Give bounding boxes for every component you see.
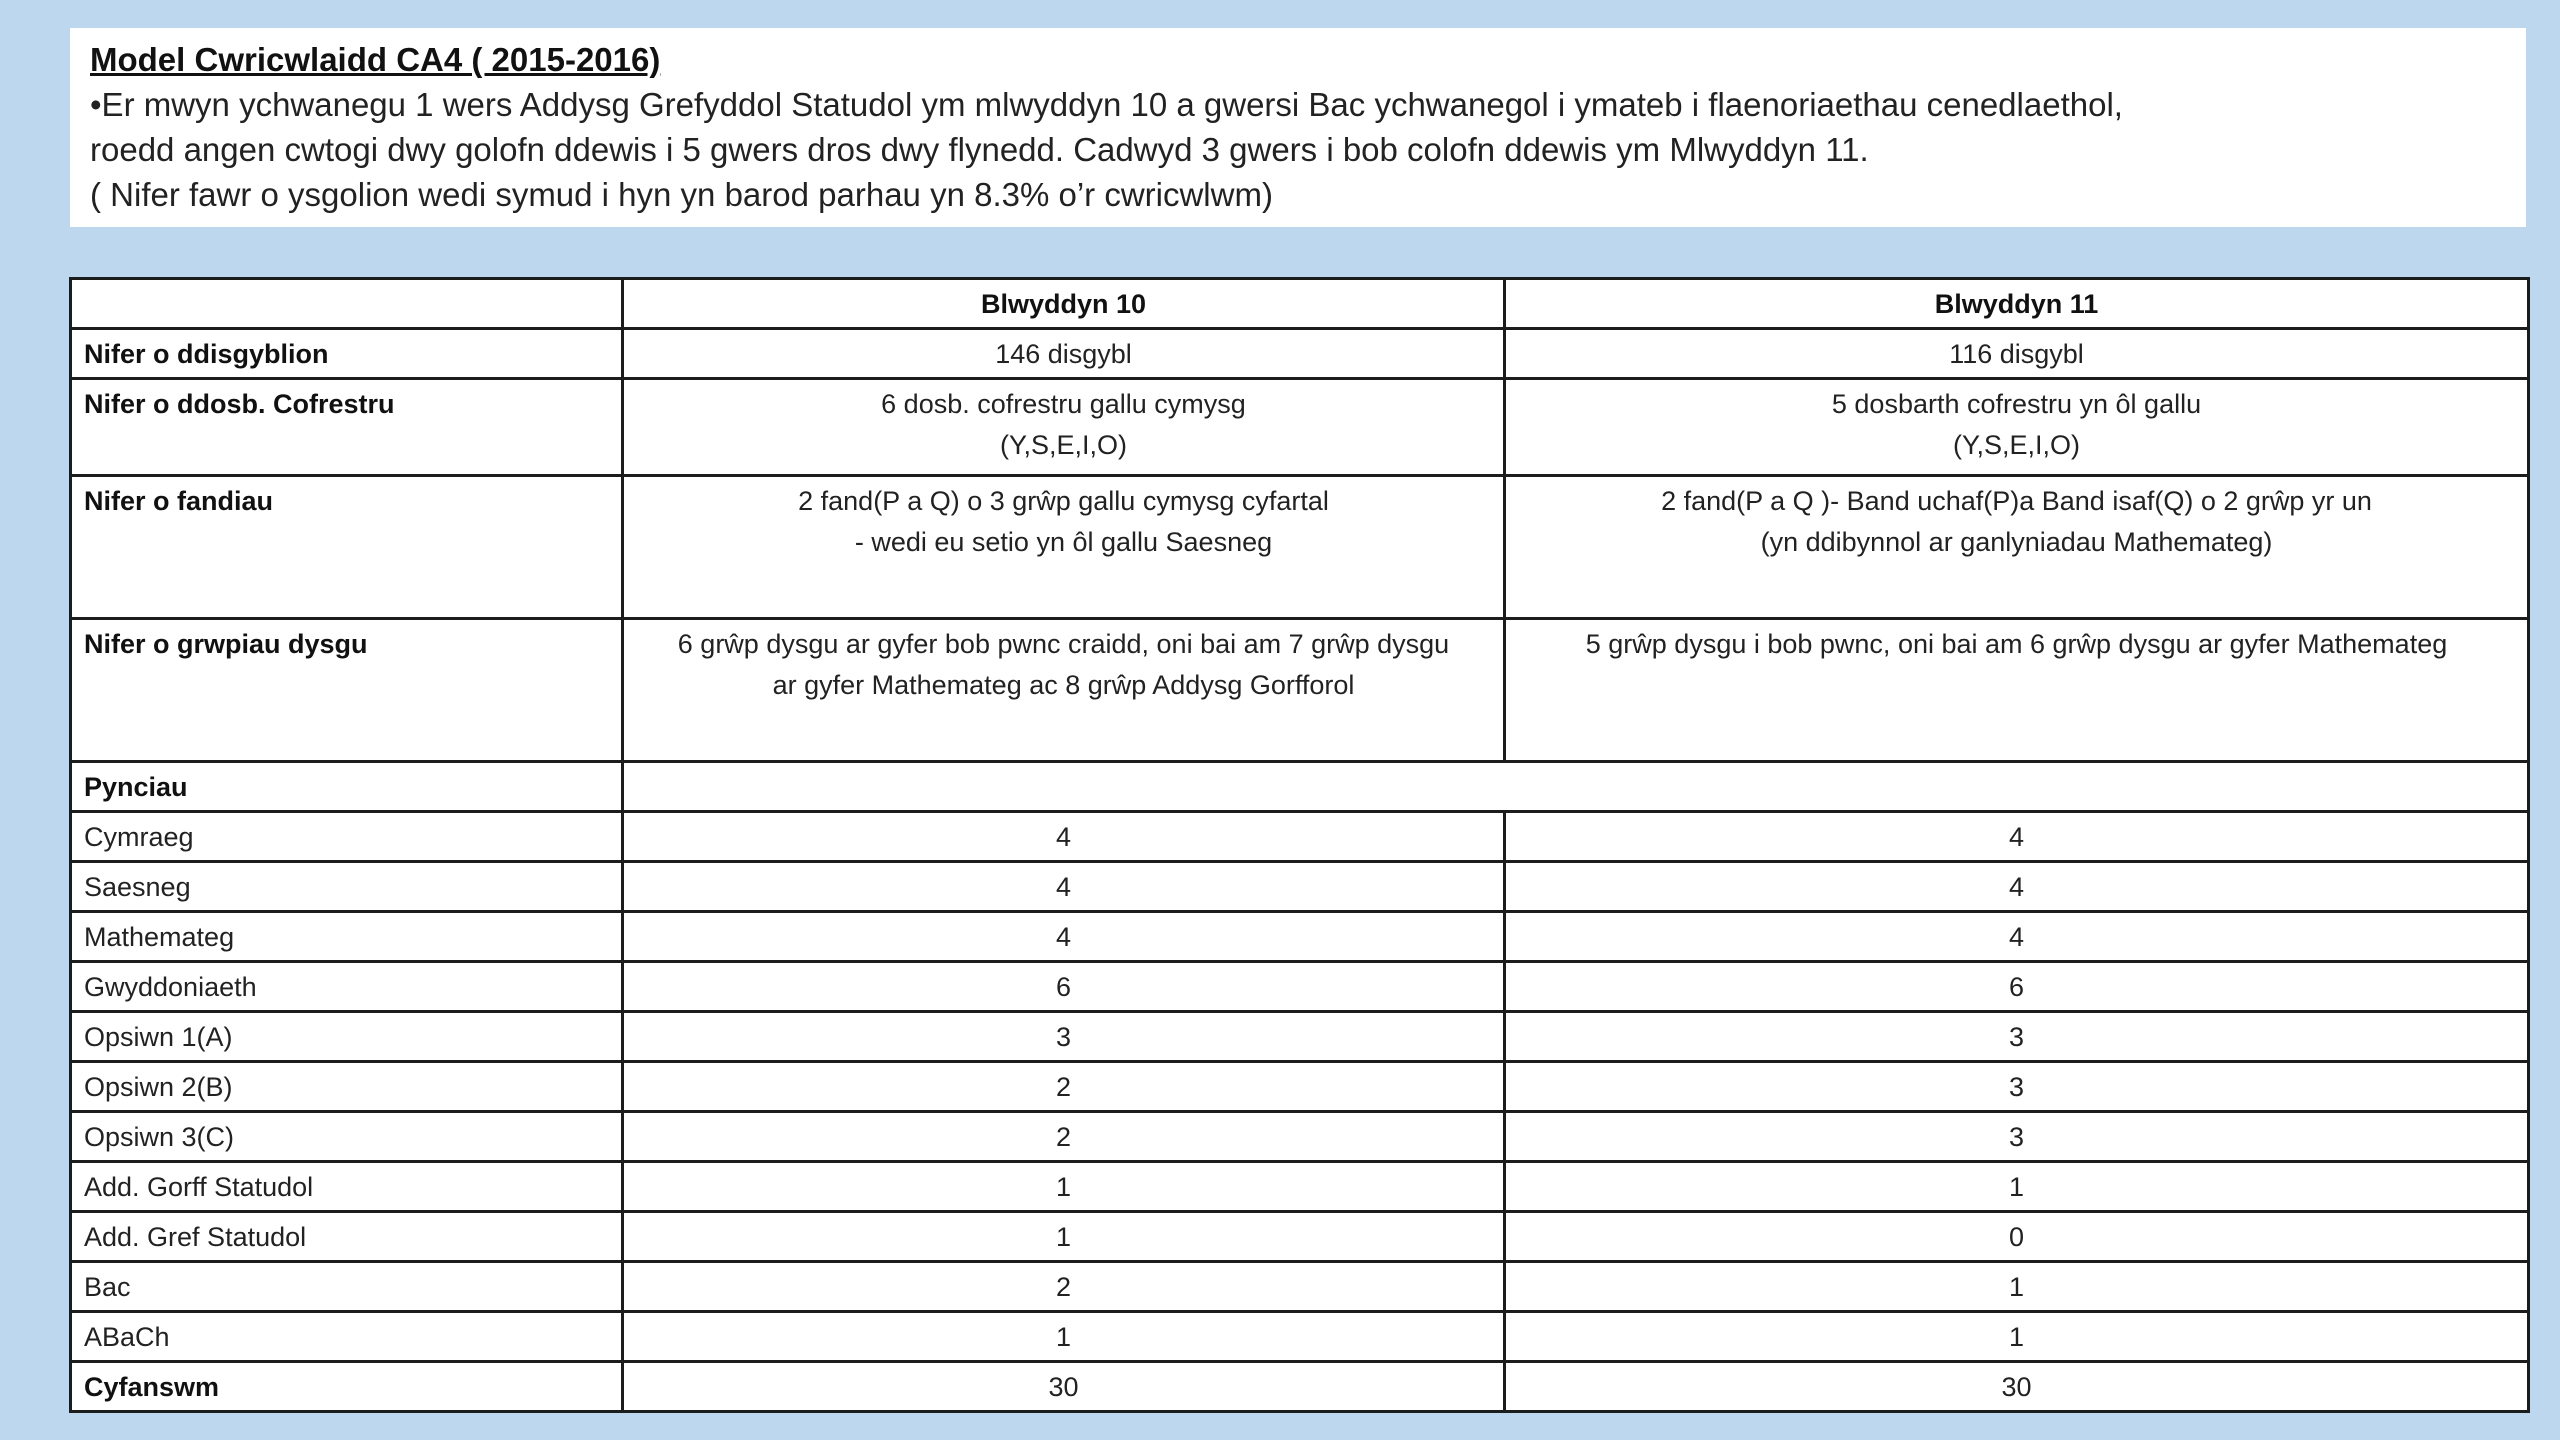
row-label: Nifer o ddosb. Cofrestru — [71, 379, 623, 476]
year10-value — [623, 476, 1505, 619]
cell-line: (yn ddibynnol ar ganlyniadau Mathemateg) — [1760, 527, 2273, 557]
subject-row — [71, 812, 2529, 862]
cell-line: 5 dosbarth cofrestru yn ôl gallu — [1831, 389, 2202, 419]
year10-lessons: 6 — [623, 962, 1505, 1012]
year10-lessons: 4 — [623, 912, 1505, 962]
intro-line: roedd angen cwtogi dwy golofn ddewis i 5 gwers dros dwy flynedd. Cadwyd 3 gwers i bob colofn ddewis ym Mlwyddyn 11. — [90, 131, 1869, 168]
cell-line: 2 fand(P a Q )- Band uchaf(P)a Band isaf(Q) o 2 grŵp yr un — [1661, 486, 2372, 516]
cell-line: 5 grŵp dysgu i bob pwnc, oni bai am 6 grŵp dysgu ar gyfer Mathemateg — [1585, 629, 2448, 659]
subject-name: Mathemateg — [71, 912, 623, 962]
year10-total: 30 — [623, 1362, 1505, 1412]
subject-name: Gwyddoniaeth — [71, 962, 623, 1012]
year10-lessons: 4 — [623, 862, 1505, 912]
subject-row — [71, 862, 2529, 912]
year11-value — [1505, 329, 2529, 379]
subject-row — [71, 1112, 2529, 1162]
year10-value — [623, 329, 1505, 379]
total-label: Cyfanswm — [71, 1362, 623, 1412]
year11-lessons: 1 — [1505, 1162, 2529, 1212]
year11-lessons: 3 — [1505, 1112, 2529, 1162]
subject-name: Add. Gref Statudol — [71, 1212, 623, 1262]
year11-lessons: 4 — [1505, 862, 2529, 912]
cell-line: 6 dosb. cofrestru gallu cymysg — [881, 389, 1246, 419]
cell-line: 2 fand(P a Q) o 3 grŵp gallu cymysg cyfartal — [798, 486, 1329, 516]
total-row — [71, 1362, 2529, 1412]
table-row — [71, 329, 2529, 379]
row-label: Nifer o ddisgyblion — [71, 329, 623, 379]
year10-lessons: 1 — [623, 1312, 1505, 1362]
subject-row — [71, 1062, 2529, 1112]
table-row — [71, 379, 2529, 476]
year11-lessons: 3 — [1505, 1062, 2529, 1112]
year11-lessons: 0 — [1505, 1212, 2529, 1262]
year11-lessons: 1 — [1505, 1262, 2529, 1312]
subject-name: Opsiwn 1(A) — [71, 1012, 623, 1062]
intro-line: ( Nifer fawr o ysgolion wedi symud i hyn yn barod parhau yn 8.3% o’r cwricwlwm) — [90, 176, 1273, 213]
cell-line: (Y,S,E,I,O) — [999, 430, 1128, 460]
year10-lessons: 1 — [623, 1212, 1505, 1262]
year10-lessons: 2 — [623, 1112, 1505, 1162]
subject-row — [71, 912, 2529, 962]
subjects-heading-blank — [623, 762, 2529, 812]
header-year10: Blwyddyn 10 — [623, 279, 1505, 329]
subject-row — [71, 1312, 2529, 1362]
year11-lessons: 4 — [1505, 912, 2529, 962]
cell-line: 116 disgybl — [1949, 339, 2084, 369]
curriculum-table — [69, 277, 2530, 1413]
subject-row — [71, 1162, 2529, 1212]
subject-name: ABaCh — [71, 1312, 623, 1362]
row-label: Nifer o grwpiau dysgu — [71, 619, 623, 762]
intro-line: •Er mwyn ychwanegu 1 wers Addysg Grefyddol Statudol ym mlwyddyn 10 a gwersi Bac ychwanegol i ymateb i flaenoriaethau cenedlaethol, — [90, 86, 2123, 123]
table-header-row — [71, 279, 2529, 329]
subject-name: Bac — [71, 1262, 623, 1312]
year10-lessons: 1 — [623, 1162, 1505, 1212]
header-year11: Blwyddyn 11 — [1505, 279, 2529, 329]
subject-name: Saesneg — [71, 862, 623, 912]
intro-panel — [70, 28, 2526, 227]
year10-lessons: 2 — [623, 1062, 1505, 1112]
year11-total: 30 — [1505, 1362, 2529, 1412]
subjects-heading-row — [71, 762, 2529, 812]
cell-line: 6 grŵp dysgu ar gyfer bob pwnc craidd, oni bai am 7 grŵp dysgu — [677, 629, 1450, 659]
header-label-cell — [71, 279, 623, 329]
subject-row — [71, 1262, 2529, 1312]
year11-lessons: 3 — [1505, 1012, 2529, 1062]
cell-line: (Y,S,E,I,O) — [1952, 430, 2081, 460]
subject-name: Opsiwn 3(C) — [71, 1112, 623, 1162]
subject-name: Add. Gorff Statudol — [71, 1162, 623, 1212]
year11-value — [1505, 379, 2529, 476]
year10-value — [623, 619, 1505, 762]
subject-name: Opsiwn 2(B) — [71, 1062, 623, 1112]
year10-lessons: 2 — [623, 1262, 1505, 1312]
subject-row — [71, 1212, 2529, 1262]
subject-row — [71, 1012, 2529, 1062]
cell-line: - wedi eu setio yn ôl gallu Saesneg — [854, 527, 1273, 557]
year10-lessons: 4 — [623, 812, 1505, 862]
year11-value — [1505, 476, 2529, 619]
year11-lessons: 1 — [1505, 1312, 2529, 1362]
subjects-heading: Pynciau — [71, 762, 623, 812]
table-row — [71, 619, 2529, 762]
year10-lessons: 3 — [623, 1012, 1505, 1062]
cell-line: ar gyfer Mathemateg ac 8 grŵp Addysg Gorfforol — [772, 670, 1355, 700]
subject-row — [71, 962, 2529, 1012]
table-row — [71, 476, 2529, 619]
row-label: Nifer o fandiau — [71, 476, 623, 619]
page-title: Model Cwricwlaidd CA4 ( 2015-2016) — [90, 41, 661, 78]
subject-name: Cymraeg — [71, 812, 623, 862]
year11-lessons: 4 — [1505, 812, 2529, 862]
year10-value — [623, 379, 1505, 476]
cell-line: 146 disgybl — [995, 339, 1132, 369]
year11-lessons: 6 — [1505, 962, 2529, 1012]
year11-value — [1505, 619, 2529, 762]
